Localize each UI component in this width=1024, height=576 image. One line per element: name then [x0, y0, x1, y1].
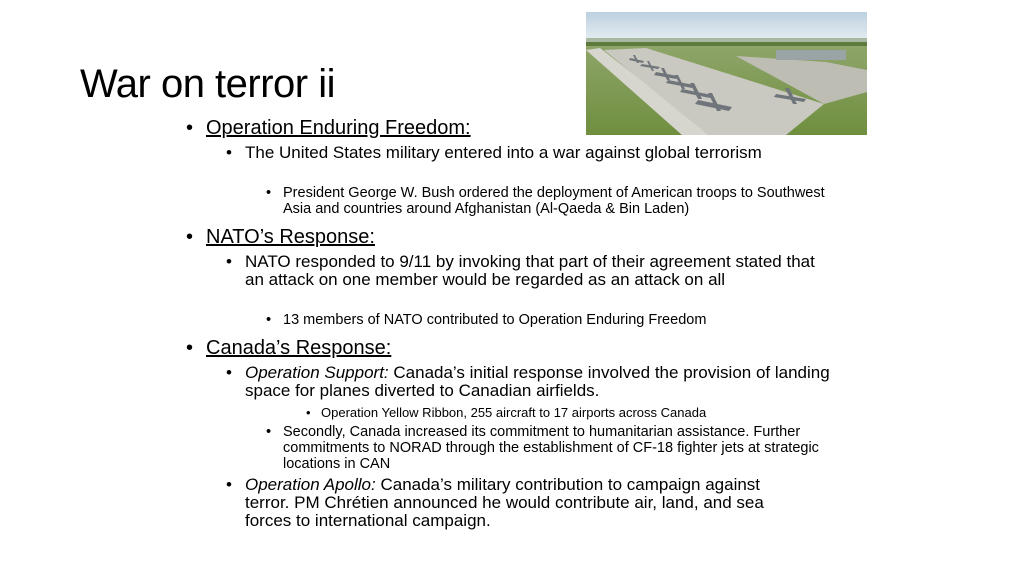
bullet-canada-response — [186, 337, 846, 359]
bullet-bush-deployment — [266, 185, 843, 217]
text-nato-article: NATO responded to 9/11 by invoking that part of their agreement stated that an attack on one member would be regarded as an attack on all — [245, 252, 815, 289]
bullet-operation-apollo — [226, 475, 805, 530]
bullet-glyph: • — [266, 185, 272, 201]
bullet-glyph: • — [186, 226, 194, 248]
bullet-nato-response — [186, 226, 846, 248]
text-nato-members: 13 members of NATO contributed to Operation Enduring Freedom — [283, 312, 707, 328]
text-bush-deployment: President George W. Bush ordered the deployment of American troops to Southwest Asia and countries around Afghanistan (Al-Qaeda & Bin Laden) — [283, 185, 825, 217]
label-operation-apollo: Operation Apollo: — [245, 475, 376, 494]
bullet-glyph: • — [226, 475, 232, 494]
bullet-glyph: • — [226, 252, 232, 271]
text-yellow-ribbon: Operation Yellow Ribbon, 255 aircraft to 17 airports across Canada — [321, 405, 707, 420]
heading-nato-response: NATO’s Response: — [206, 226, 375, 248]
text-secondly: Secondly, Canada increased its commitment to humanitarian assistance. Further commitments to NORAD through the establishment of CF-18 fighter jets at strategic locations in CAN — [283, 424, 819, 472]
bullet-nato-members — [266, 312, 843, 328]
bullet-glyph: • — [266, 424, 272, 440]
label-operation-support: Operation Support: — [245, 363, 389, 382]
bullet-secondly — [266, 424, 823, 472]
text-operation-apollo: Canada’s military contribution to campaign against terror. PM Chrétien announced he would contribute air, land, and sea forces to international campaign. — [245, 475, 764, 530]
bullet-glyph: • — [226, 363, 232, 382]
bullet-nato-article — [226, 252, 825, 289]
bullet-operation-support — [226, 363, 835, 400]
text-operation-support: Canada’s initial response involved the provision of landing space for planes diverted to Canadian airfields. — [245, 363, 830, 400]
bullet-glyph: • — [266, 312, 272, 328]
text-us-war: The United States military entered into a war against global terrorism — [245, 143, 762, 162]
bullet-glyph: • — [186, 337, 194, 359]
bullet-yellow-ribbon — [306, 405, 841, 420]
bullet-us-war — [226, 143, 765, 162]
bullet-glyph: • — [306, 405, 311, 420]
bullet-enduring-freedom — [186, 117, 846, 139]
bullet-glyph: • — [226, 143, 232, 162]
slide-title: War on terror ii — [80, 62, 336, 106]
heading-enduring-freedom: Operation Enduring Freedom: — [206, 117, 471, 139]
bullet-glyph: • — [186, 117, 194, 139]
heading-canada-response: Canada’s Response: — [206, 337, 392, 359]
